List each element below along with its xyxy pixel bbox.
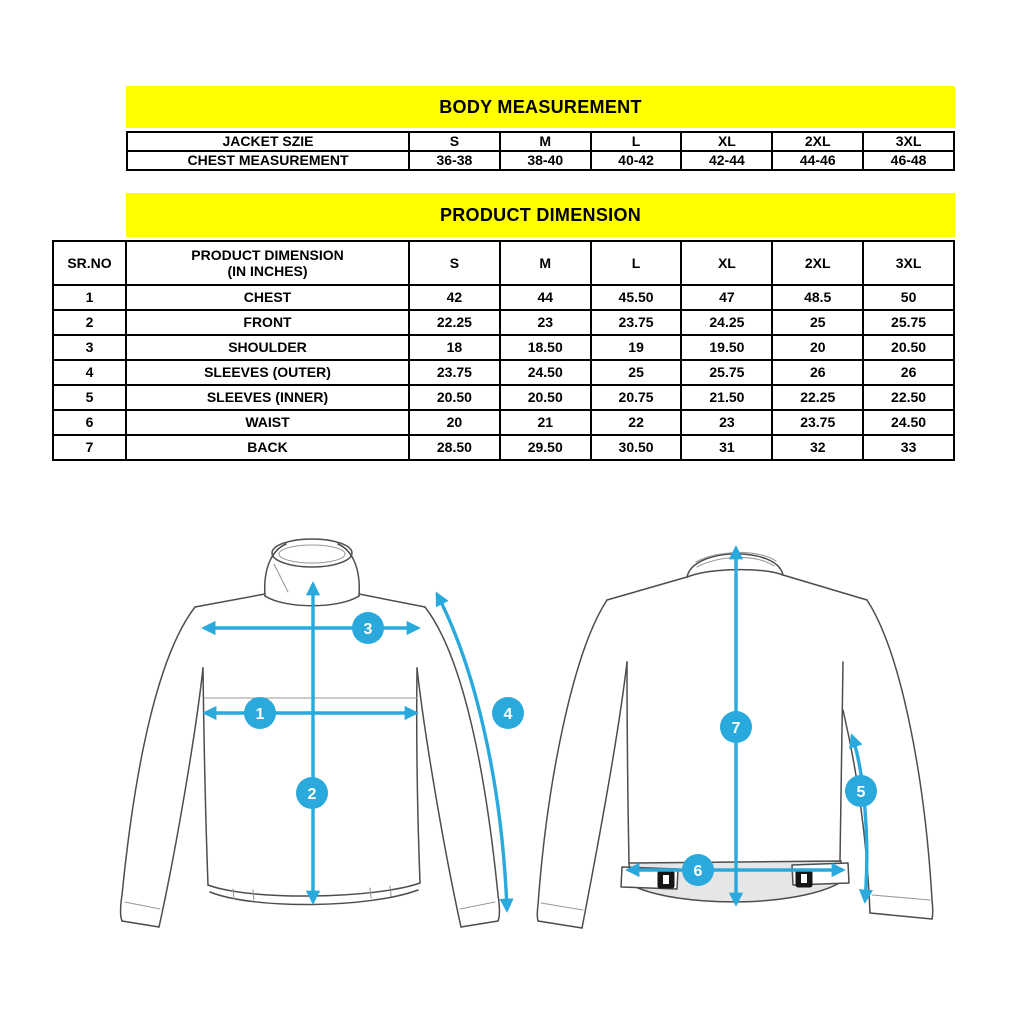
cell-value: L <box>591 132 682 151</box>
cell-value: 25.75 <box>681 360 772 385</box>
cell-value: 42 <box>409 285 500 310</box>
collar-side-left <box>265 544 286 596</box>
shoulder-right <box>783 575 867 600</box>
cell-value: 23.75 <box>591 310 682 335</box>
cell-value: 47 <box>681 285 772 310</box>
body-measurement-table <box>126 131 955 171</box>
cell-value: 36-38 <box>409 151 500 170</box>
jacket-back-diagram <box>530 520 970 965</box>
cell-value: 24.50 <box>500 360 591 385</box>
cell-value: 31 <box>681 435 772 460</box>
cell-value: 22.25 <box>772 385 863 410</box>
cell-value: 25 <box>772 310 863 335</box>
cell-value: 20.50 <box>863 335 954 360</box>
cell-value: 33 <box>863 435 954 460</box>
product-dimension-table <box>52 240 955 461</box>
cell-value: 44 <box>500 285 591 310</box>
table-row <box>127 151 954 170</box>
measurement-marker <box>492 697 524 729</box>
table-row <box>53 435 954 460</box>
cell-value: S <box>409 132 500 151</box>
row-srno: 2 <box>53 310 126 335</box>
cell-value: 50 <box>863 285 954 310</box>
cell-value: 19 <box>591 335 682 360</box>
cell-value: 20.50 <box>409 385 500 410</box>
row-label: WAIST <box>126 410 409 435</box>
row-srno: 3 <box>53 335 126 360</box>
body-seam-left <box>627 662 629 863</box>
cuff-left <box>122 921 159 927</box>
row-srno: 6 <box>53 410 126 435</box>
cell-value: 2XL <box>772 132 863 151</box>
collar-side-right <box>338 544 359 596</box>
column-header-product-dimension <box>126 241 409 285</box>
table-header-row <box>53 241 954 285</box>
cell-value: 18.50 <box>500 335 591 360</box>
row-srno: 5 <box>53 385 126 410</box>
cell-value: 38-40 <box>500 151 591 170</box>
jacket-front-diagram <box>100 520 530 965</box>
column-header-size: M <box>500 241 591 285</box>
table-row <box>127 132 954 151</box>
cell-value: 20.75 <box>591 385 682 410</box>
row-label: BACK <box>126 435 409 460</box>
cell-value: 45.50 <box>591 285 682 310</box>
measurement-marker <box>352 612 384 644</box>
header-line-2: (IN INCHES) <box>227 263 308 279</box>
cell-value: 21.50 <box>681 385 772 410</box>
column-header-size: L <box>591 241 682 285</box>
cell-value: 30.50 <box>591 435 682 460</box>
sleeve-left-inner <box>159 668 203 927</box>
cell-value: 26 <box>863 360 954 385</box>
cell-value: 22.50 <box>863 385 954 410</box>
marker-label: 1 <box>255 706 265 723</box>
column-header-size: 3XL <box>863 241 954 285</box>
buckle-left-slot <box>663 875 669 884</box>
body-seam-right <box>417 668 420 883</box>
body-seam-right <box>840 662 843 861</box>
column-header-srno: SR.NO <box>53 241 126 285</box>
cell-value: 44-46 <box>772 151 863 170</box>
collar-rim-inner <box>279 545 345 563</box>
sleeve-right-inner <box>417 668 461 927</box>
cell-value: 25 <box>591 360 682 385</box>
cuff-left <box>538 921 582 928</box>
cell-value: 24.25 <box>681 310 772 335</box>
table-row <box>53 360 954 385</box>
collar-fold-line <box>274 564 288 592</box>
table-row <box>53 285 954 310</box>
cell-value: 23 <box>681 410 772 435</box>
row-srno: 7 <box>53 435 126 460</box>
cuff-right-seam <box>872 895 930 900</box>
column-header-size: 2XL <box>772 241 863 285</box>
body-measurement-rows <box>127 132 954 170</box>
table-row <box>53 410 954 435</box>
cell-value: 22 <box>591 410 682 435</box>
cell-value: XL <box>681 132 772 151</box>
cell-value: 40-42 <box>591 151 682 170</box>
marker-label: 7 <box>731 720 741 737</box>
cell-value: 18 <box>409 335 500 360</box>
cell-value: 26 <box>772 360 863 385</box>
cell-value: 23.75 <box>409 360 500 385</box>
cuff-right <box>870 913 932 919</box>
row-label: SHOULDER <box>126 335 409 360</box>
table-row <box>53 310 954 335</box>
cell-value: 42-44 <box>681 151 772 170</box>
row-label: JACKET SZIE <box>127 132 409 151</box>
cell-value: 23.75 <box>772 410 863 435</box>
column-header-size: XL <box>681 241 772 285</box>
row-label: CHEST <box>126 285 409 310</box>
shoulder-right <box>359 594 425 607</box>
row-label: CHEST MEASUREMENT <box>127 151 409 170</box>
cell-value: 25.75 <box>863 310 954 335</box>
measurement-marker <box>845 775 877 807</box>
body-seam-left <box>203 668 208 885</box>
buckle-right-slot <box>801 874 807 883</box>
row-label: SLEEVES (INNER) <box>126 385 409 410</box>
measurement-marker <box>244 697 276 729</box>
cuff-left-seam <box>125 902 160 909</box>
sleeve-left-outer <box>121 607 196 921</box>
marker-label: 6 <box>693 863 703 880</box>
sleeve-right-outer <box>867 600 933 919</box>
measurement-marker <box>682 854 714 886</box>
product-dimension-rows <box>53 285 954 460</box>
cell-value: 48.5 <box>772 285 863 310</box>
marker-label: 2 <box>307 786 317 803</box>
marker-label: 5 <box>856 784 866 801</box>
cell-value: 20 <box>772 335 863 360</box>
row-label: SLEEVES (OUTER) <box>126 360 409 385</box>
table-row <box>53 385 954 410</box>
shoulder-left <box>607 577 687 600</box>
jacket-front-outline <box>121 539 500 927</box>
cuff-right <box>461 921 498 927</box>
cell-value: 24.50 <box>863 410 954 435</box>
row-srno: 4 <box>53 360 126 385</box>
cell-value: 20 <box>409 410 500 435</box>
body-measurement-title: BODY MEASUREMENT <box>126 86 955 128</box>
marker-label: 4 <box>503 706 513 723</box>
measurement-marker <box>296 777 328 809</box>
cell-value: 19.50 <box>681 335 772 360</box>
cell-value: 22.25 <box>409 310 500 335</box>
row-srno: 1 <box>53 285 126 310</box>
marker-label: 3 <box>363 621 373 638</box>
cell-value: 46-48 <box>863 151 954 170</box>
cell-value: 3XL <box>863 132 954 151</box>
table-row <box>53 335 954 360</box>
cuff-left-seam <box>541 903 583 910</box>
row-label: FRONT <box>126 310 409 335</box>
sleeve-left-outer <box>537 600 607 921</box>
sleeve-left-inner <box>582 662 627 928</box>
product-dimension-title: PRODUCT DIMENSION <box>126 193 955 237</box>
cell-value: 23 <box>500 310 591 335</box>
shoulder-left <box>195 594 265 607</box>
cell-value: M <box>500 132 591 151</box>
column-header-size: S <box>409 241 500 285</box>
cuff-right-seam <box>460 902 495 909</box>
measurement-marker <box>720 711 752 743</box>
cell-value: 21 <box>500 410 591 435</box>
cell-value: 32 <box>772 435 863 460</box>
cell-value: 28.50 <box>409 435 500 460</box>
cell-value: 20.50 <box>500 385 591 410</box>
cell-value: 29.50 <box>500 435 591 460</box>
header-line-1: PRODUCT DIMENSION <box>191 246 344 263</box>
